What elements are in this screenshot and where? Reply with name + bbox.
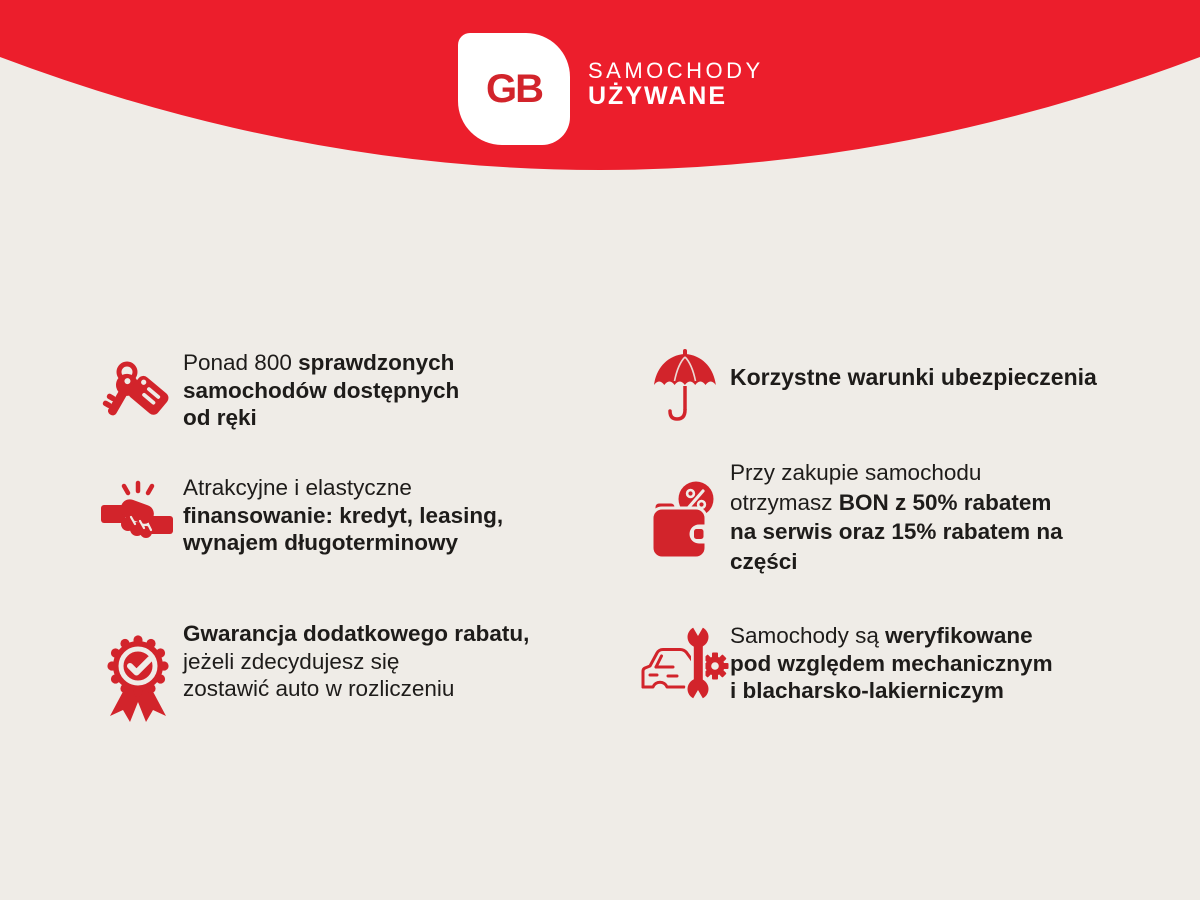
- brand-title: [588, 58, 764, 110]
- feature-text-keys: Ponad 800 sprawdzonych samochodów dostępnych od ręki: [183, 350, 460, 430]
- gb-logo: GB: [486, 67, 542, 111]
- brand-logo-card: [458, 33, 570, 145]
- wallet-discount-icon: [648, 478, 726, 564]
- award-ribbon-icon: [98, 630, 178, 724]
- feature-text-insurance: Korzystne warunki ubezpieczenia: [730, 364, 1097, 390]
- feature-text-verification: Samochody są weryfikowane pod względem mechanicznym i blacharsko-lakierniczym: [730, 623, 1053, 703]
- car-keys-icon: [100, 357, 174, 431]
- umbrella-icon: [648, 348, 722, 428]
- brand-title-line-2: UŻYWANE: [588, 82, 727, 110]
- feature-text-guarantee: Gwarancja dodatkowego rabatu, jeżeli zdecydujesz się zostawić auto w rozliczeniu: [183, 621, 530, 701]
- header-red-band: [0, 0, 1200, 230]
- car-service-icon: [640, 624, 734, 704]
- feature-text-financing: Atrakcyjne i elastyczne finansowanie: kredyt, leasing, wynajem długoterminowy: [183, 475, 504, 555]
- brand-title-line-1: SAMOCHODY: [588, 58, 764, 83]
- feature-text-voucher: Przy zakupie samochodu otrzymasz BON z 50% rabatem na serwis oraz 15% rabatem na części: [730, 460, 1063, 574]
- handshake-icon: [100, 478, 174, 552]
